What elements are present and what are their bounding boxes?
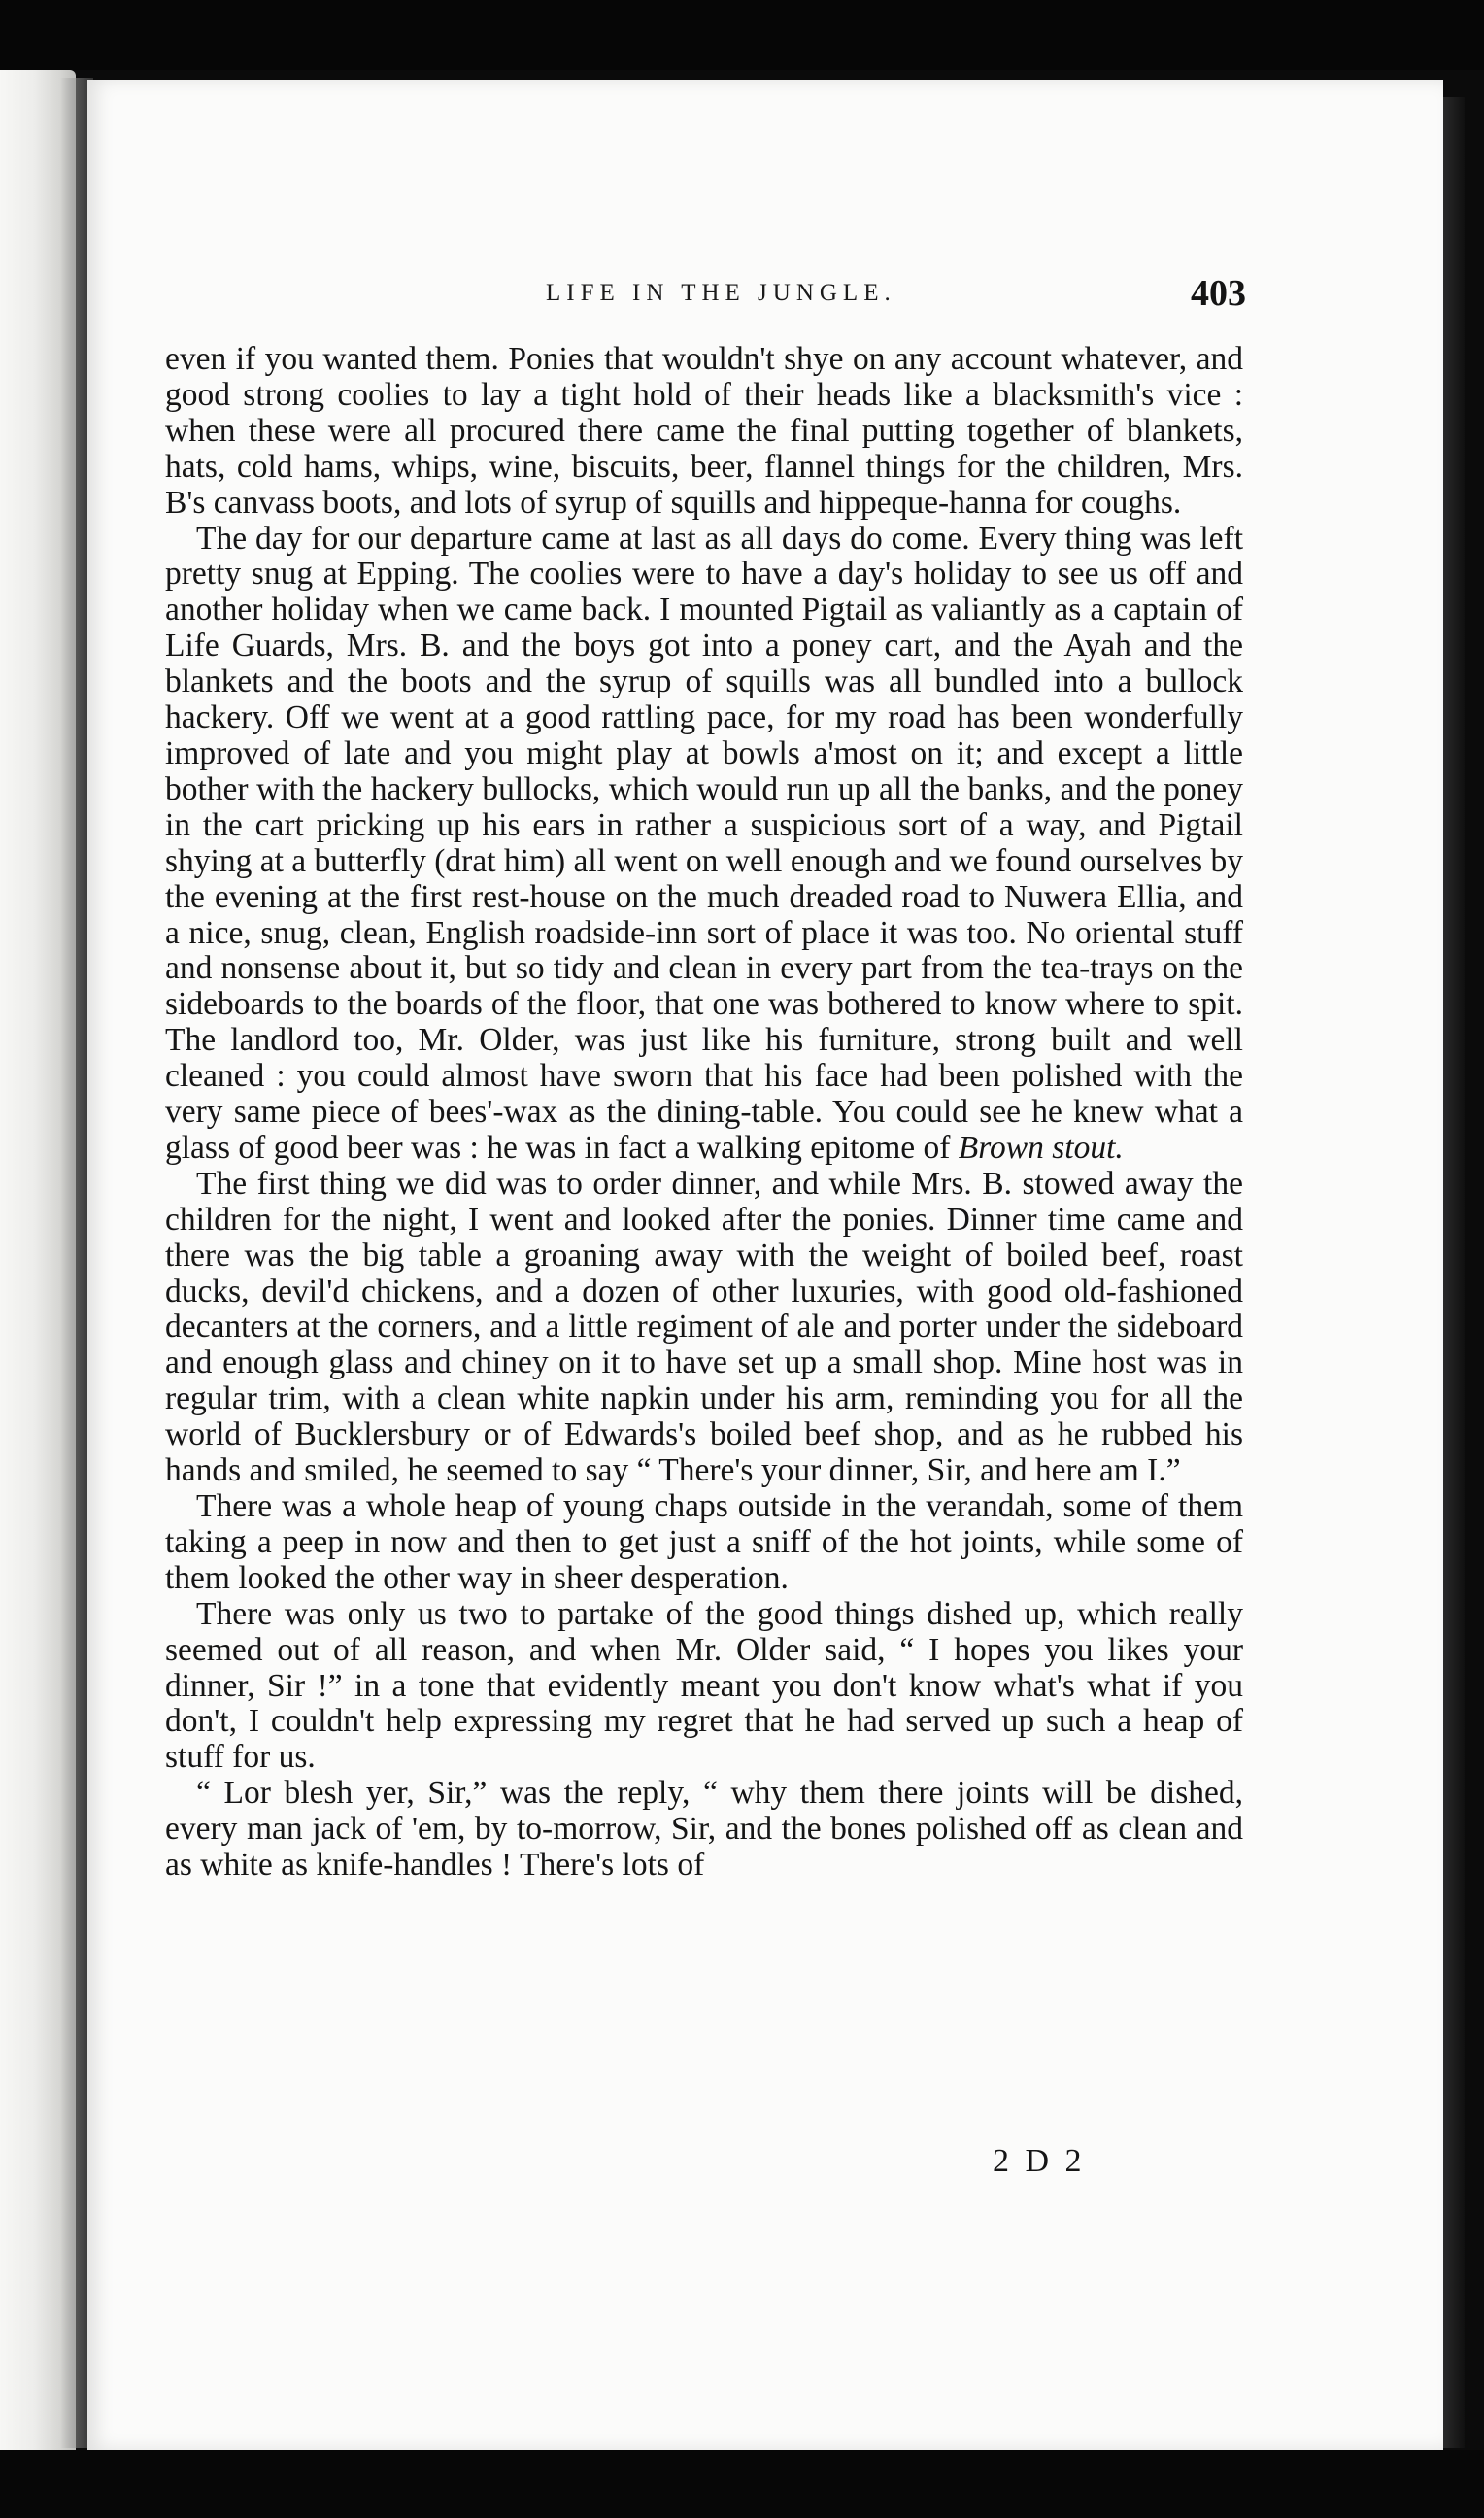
paragraph: “ Lor blesh yer, Sir,” was the reply, “ why them there joints will be dished, every man jack of 'em, by to-morrow, Sir, and the bones polished off as clean and as white as knife-handles ! There's lots of <box>165 1775 1243 1884</box>
paragraph: There was a whole heap of young chaps outside in the verandah, some of them taking a peep in now and then to get just a sniff of the hot joints, while some of them looked the other way in sheer desperation. <box>165 1488 1243 1596</box>
scan-bottom-border <box>0 2450 1484 2518</box>
scan-top-border <box>0 0 1484 70</box>
paragraph <box>165 522 1243 1167</box>
page-edge-shadow <box>1443 97 1465 2448</box>
running-head: LIFE IN THE JUNGLE. <box>546 280 896 306</box>
page-number: 403 <box>1191 273 1246 314</box>
signature-mark: 2 D 2 <box>993 2143 1086 2179</box>
paragraph: even if you wanted them. Ponies that wouldn't shye on any account whatever, and good strong coolies to lay a tight hold of their heads like a blacksmith's vice : when these were all procured there came the final putting together of blankets, hats, cold hams, whips, wine, biscuits, beer, flannel things for the children, Mrs. B's canvass boots, and lots of syrup of squills and hippeque-hanna for coughs. <box>165 341 1243 521</box>
page-body <box>165 342 1243 1884</box>
paragraph: The first thing we did was to order dinner, and while Mrs. B. stowed away the children for the night, I went and looked after the ponies. Dinner time came and there was the big table a groaning away with the weight of boiled beef, roast ducks, devil'd chickens, and a dozen of other luxuries, with good old-fashioned decanters at the corners, and a little regiment of ale and porter under the sideboard and enough glass and chiney on it to have set up a small shop. Mine host was in regular trim, with a clean white napkin under his arm, reminding you for all the world of Bucklersbury or of Edwards's boiled beef shop, and as he rubbed his hands and smiled, he seemed to say “ There's your dinner, Sir, and here am I.” <box>165 1165 1243 1489</box>
paragraph-text: The day for our departure came at last as all days do come. Every thing was left pretty snug at Epping. The coolies were to have a day's holiday to see us off and another holiday when we came back. I mounted Pigtail as valiantly as a captain of Life Guards, Mrs. B. and the boys got into a poney cart, and the Ayah and the blankets and the boots and the syrup of squills was all bundled into a bullock hackery. Off we went at a good rattling pace, for my road has been wonderfully improved of late and you might play at bowls a'most on it; and except a little bother with the hackery bullocks, which would run up all the banks, and the poney in the cart pricking up his ears in rather a suspicious sort of a way, and Pigtail shying at a butterfly (drat him) all went on well enough and we found ourselves by the evening at the first rest-house on the much dreaded road to Nuwera Ellia, and a nice, snug, clean, English roadside-inn sort of place it was too. No oriental stuff and nonsense about it, but so tidy and clean in every part from the tea-trays on the sideboards to the boards of the floor, that one was bothered to know where to spit. The landlord too, Mr. Older, was just like his furniture, strong built and well cleaned : you could almost have sworn that his face had been polished with the very same piece of bees'-wax as the dining-table. You could see he knew what a glass of good beer was : he was in fact a walking epitome of <box>165 520 1243 1166</box>
paragraph: There was only us two to partake of the good things dished up, which really seemed out of all reason, and when Mr. Older said, “ I hopes you likes your dinner, Sir !” in a tone that evidently meant you don't know what's what if you don't, I couldn't help expressing my regret that he had served up such a heap of stuff for us. <box>165 1595 1243 1776</box>
italic-phrase: Brown stout. <box>958 1129 1124 1166</box>
